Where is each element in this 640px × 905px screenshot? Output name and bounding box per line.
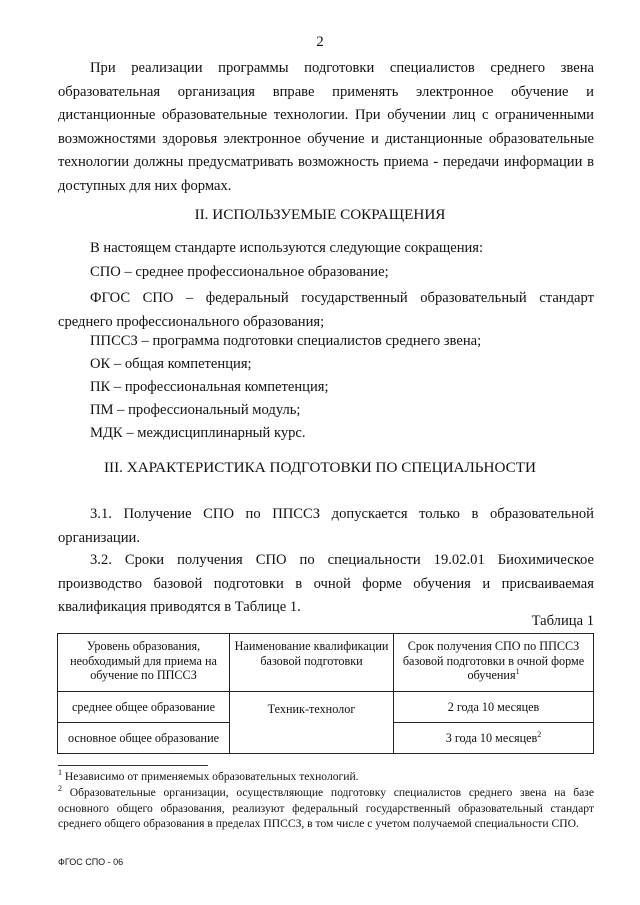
footnote-2-text: Образовательные организации, осуществляющие подготовку специалистов среднего звена на базе основного общего образования, реализуют федеральный государственный образовательный стандарт среднего общего образования в пределах ППССЗ, в том числе с учетом получаемой специальности СПО. <box>58 786 594 830</box>
footnote-separator <box>58 765 208 766</box>
footnote-1 <box>58 769 594 785</box>
abbreviation-mdk: МДК – междисциплинарный курс. <box>90 425 306 441</box>
qualification-cell: Техник-технолог <box>230 692 394 754</box>
abbreviation-pm: ПМ – профессиональный модуль; <box>90 402 301 418</box>
paragraph-3-1: 3.1. Получение СПО по ППССЗ допускается только в образовательной организации. <box>58 506 594 546</box>
abbreviation-pk: ПК – профессиональная компетенция; <box>90 379 329 395</box>
row1-study-term: 2 года 10 месяцев <box>394 692 594 723</box>
abbreviation-ppssz: ППССЗ – программа подготовки специалистов среднего звена; <box>90 333 482 349</box>
header-study-term <box>394 634 594 692</box>
section-2-heading: II. ИСПОЛЬЗУЕМЫЕ СОКРАЩЕНИЯ <box>194 206 446 223</box>
row1-education-level: среднее общее образование <box>58 692 230 723</box>
table-row <box>58 692 594 723</box>
row2-study-term <box>394 723 594 754</box>
footnote-2-mark: 2 <box>58 784 62 794</box>
header-education-level: Уровень образования, необходимый для приема на обучение по ППССЗ <box>58 634 230 692</box>
abbreviation-spo: СПО – среднее профессиональное образование; <box>90 264 389 280</box>
intro-paragraph: При реализации программы подготовки специалистов среднего звена образовательная организация вправе применять электронное обучение и дистанционные образовательные технологии. При обучении лиц с ограниченными возможностями здоровья электронное обучение и дистанционные образовательные технологии должны предусматривать возможность приема - передачи информации в доступных для них формах. <box>58 60 594 194</box>
footnote-1-mark: 1 <box>58 768 62 778</box>
footnote-ref-1: 1 <box>515 666 520 676</box>
header-qualification: Наименование квалификации базовой подготовки <box>230 634 394 692</box>
footnote-2 <box>58 785 594 832</box>
qualification-table <box>57 633 594 754</box>
section-3-heading: III. ХАРАКТЕРИСТИКА ПОДГОТОВКИ ПО СПЕЦИАЛЬНОСТИ <box>103 459 537 476</box>
table-caption: Таблица 1 <box>531 613 594 629</box>
row2-study-term-text: 3 года 10 месяцев <box>445 730 538 745</box>
paragraph-3-2: 3.2. Сроки получения СПО по специальности 19.02.01 Биохимическое производство базовой подготовки в очной форме обучения и присваиваемая квалификация приводятся в Таблице 1. <box>58 552 594 615</box>
abbreviation-ok: ОК – общая компетенция; <box>90 356 252 372</box>
row2-education-level: основное общее образование <box>58 723 230 754</box>
abbreviations-intro: В настоящем стандарте используются следующие сокращения: <box>90 240 484 256</box>
footer-code: ФГОС СПО - 06 <box>58 857 124 867</box>
abbreviation-fgos: ФГОС СПО – федеральный государственный образовательный стандарт среднего профессионального образования; <box>58 290 594 330</box>
footnote-ref-2: 2 <box>537 729 542 739</box>
header-study-term-text: Срок получения СПО по ППССЗ базовой подготовки в очной форме обучения <box>402 639 585 682</box>
page-number: 2 <box>316 34 324 50</box>
table-header-row <box>58 634 594 692</box>
footnote-1-text: Независимо от применяемых образовательных технологий. <box>62 770 359 783</box>
